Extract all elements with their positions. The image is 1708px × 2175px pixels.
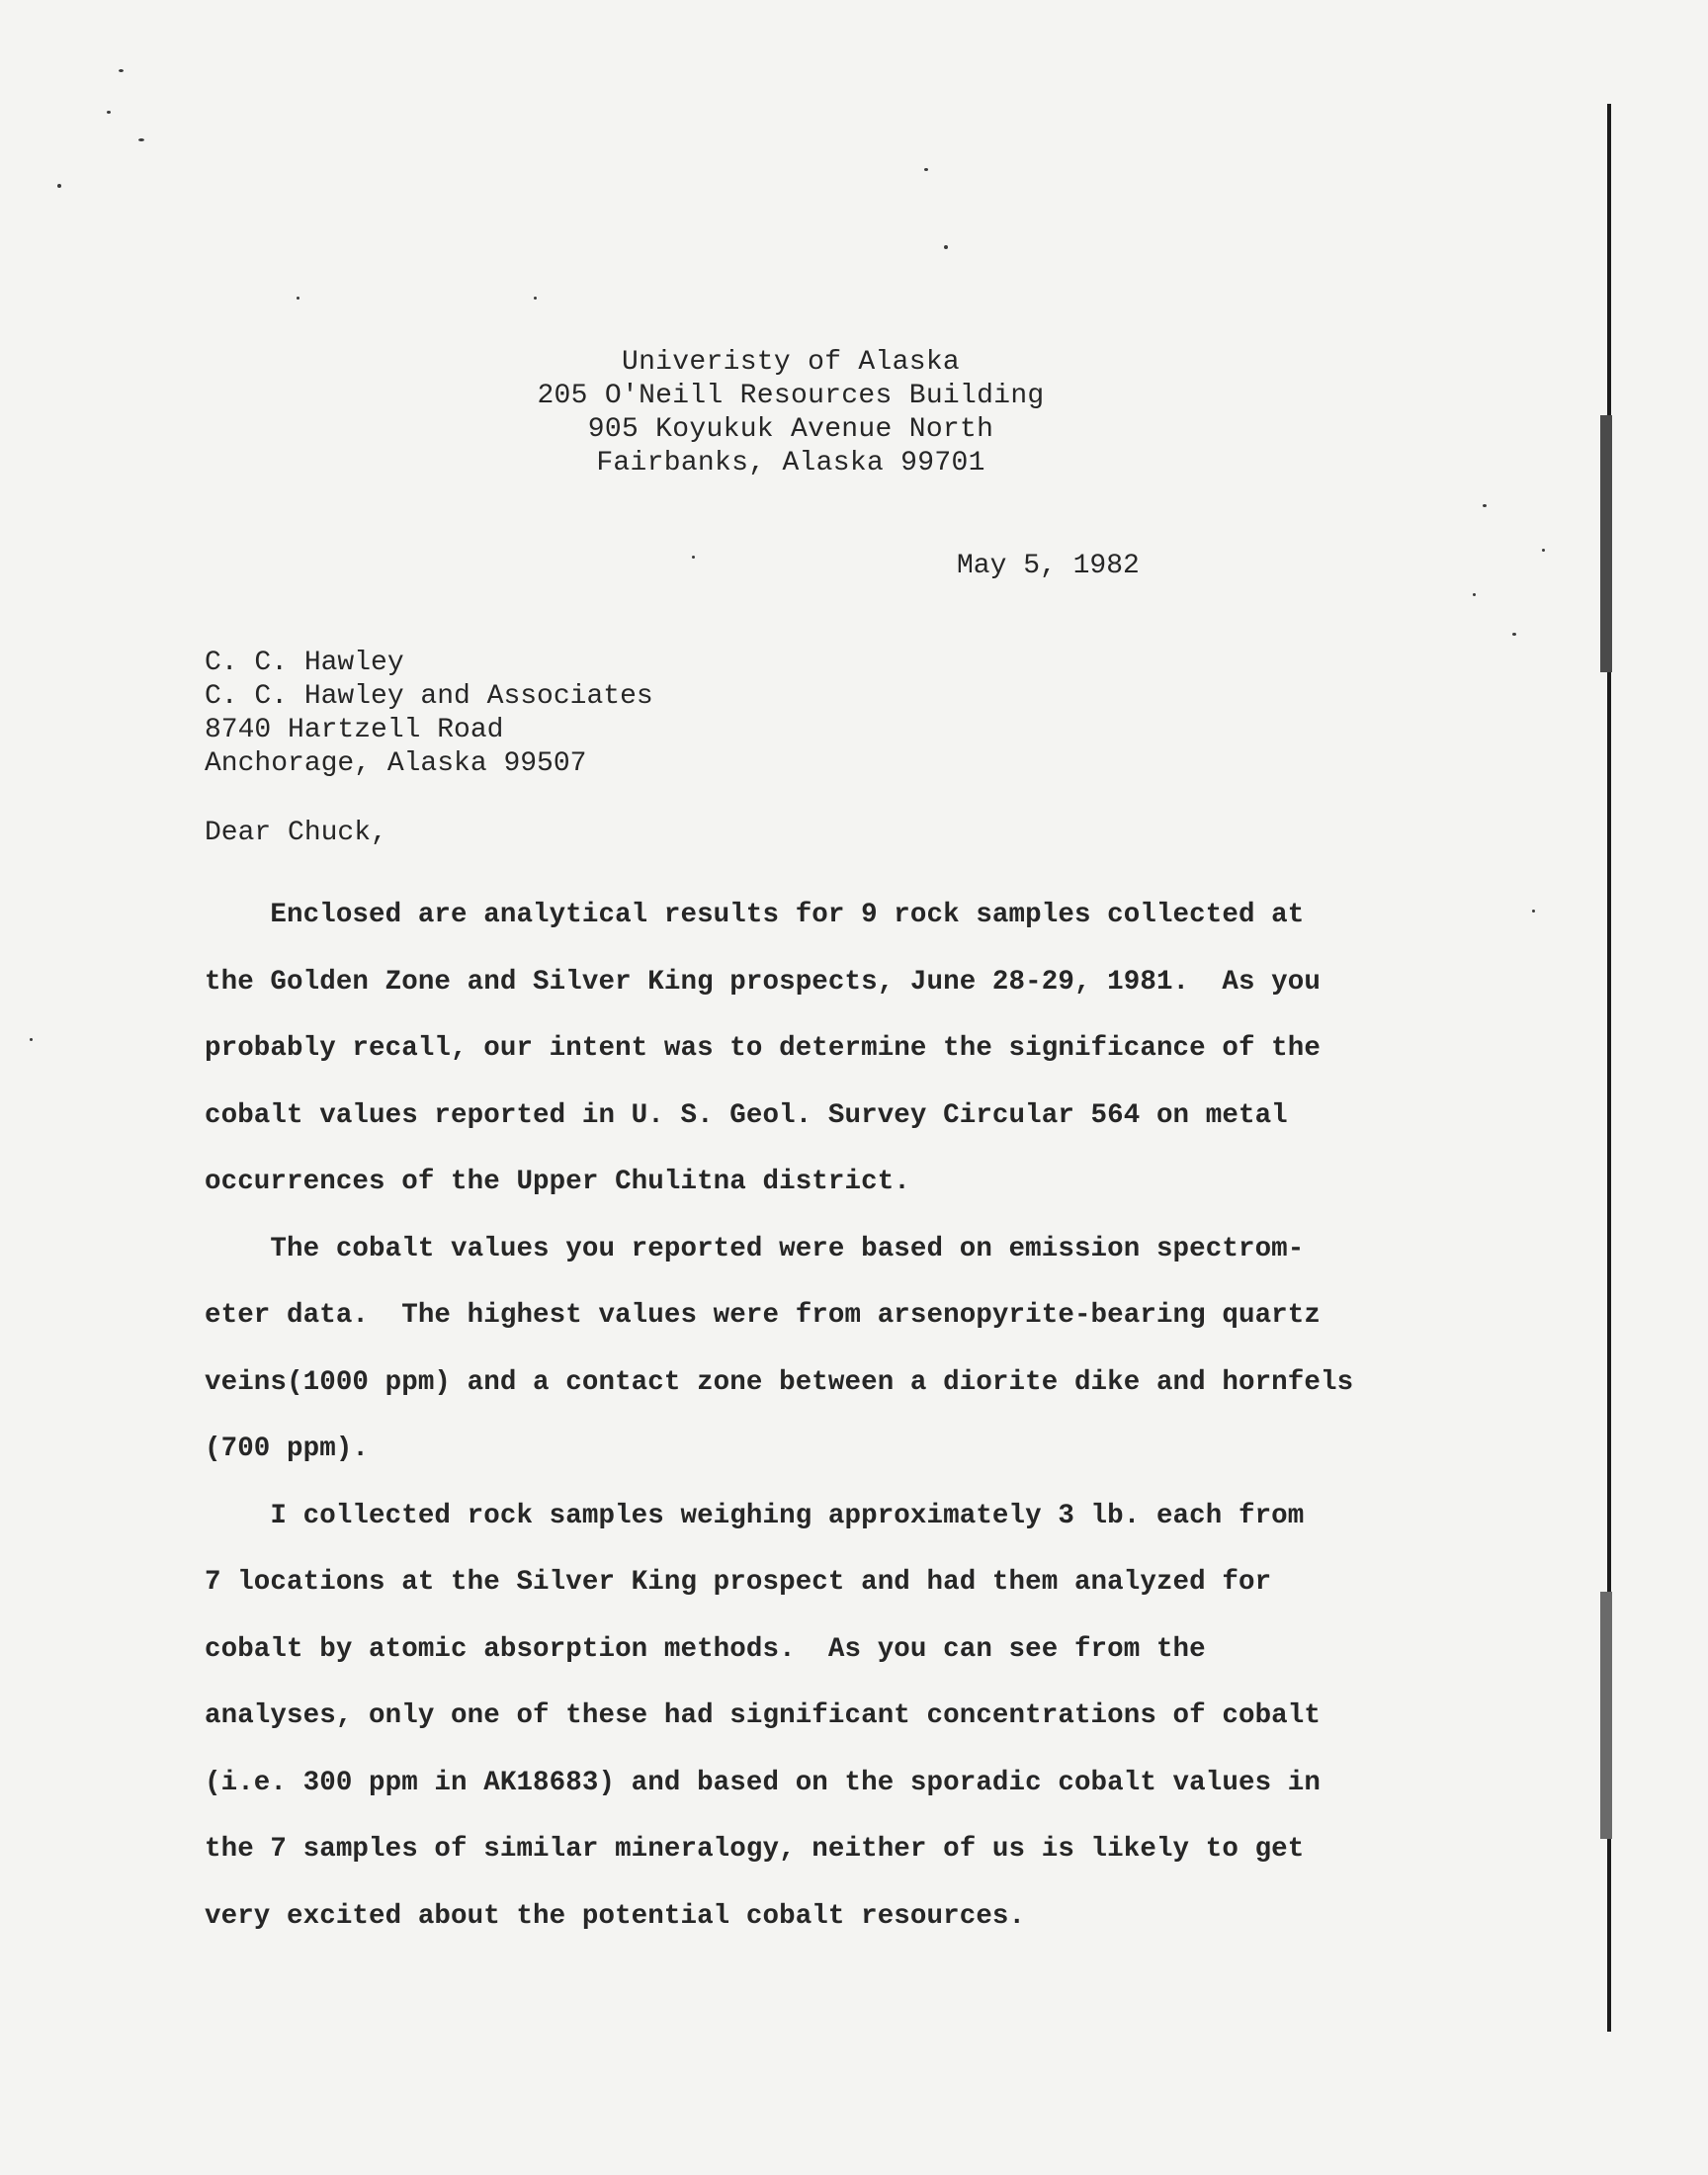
toner-speck bbox=[297, 297, 299, 300]
toner-speck bbox=[1473, 593, 1476, 596]
toner-speck bbox=[924, 168, 928, 171]
body-line: the Golden Zone and Silver King prospects, June 28-29, 1981. As you bbox=[205, 966, 1321, 998]
toner-speck bbox=[692, 556, 695, 559]
recipient-street: 8740 Hartzell Road bbox=[205, 715, 504, 745]
body-line: (i.e. 300 ppm in AK18683) and based on the sporadic cobalt values in bbox=[205, 1767, 1321, 1798]
body-line: I collected rock samples weighing approximately 3 lb. each from bbox=[205, 1500, 1305, 1531]
body-line: cobalt by atomic absorption methods. As you can see from the bbox=[205, 1633, 1206, 1665]
salutation: Dear Chuck, bbox=[205, 818, 387, 848]
toner-speck bbox=[1483, 504, 1487, 507]
letterhead-line-city: Fairbanks, Alaska 99701 bbox=[596, 448, 985, 478]
letterhead-line-institution: Univeristy of Alaska bbox=[621, 347, 961, 378]
body-line: analyses, only one of these had significant concentrations of cobalt bbox=[205, 1700, 1321, 1731]
letterhead-line-street: 905 Koyukuk Avenue North bbox=[587, 414, 994, 445]
margin-scan-smudge bbox=[1600, 415, 1612, 672]
letterhead-line-building: 205 O'Neill Resources Building bbox=[537, 381, 1045, 411]
toner-speck bbox=[1532, 910, 1535, 913]
toner-speck bbox=[138, 138, 144, 141]
body-line: occurrences of the Upper Chulitna district. bbox=[205, 1167, 910, 1197]
letter-body bbox=[205, 882, 1353, 1950]
toner-speck bbox=[107, 111, 111, 114]
recipient-company: C. C. Hawley and Associates bbox=[205, 681, 653, 712]
body-line: veins(1000 ppm) and a contact zone between a diorite dike and hornfels bbox=[205, 1366, 1354, 1398]
body-line: The cobalt values you reported were based on emission spectrom- bbox=[205, 1233, 1305, 1264]
body-line: (700 ppm). bbox=[205, 1434, 370, 1464]
toner-speck bbox=[534, 297, 537, 300]
toner-speck bbox=[1512, 633, 1516, 636]
recipient-address bbox=[205, 647, 653, 781]
toner-speck bbox=[119, 69, 124, 72]
toner-speck bbox=[1542, 549, 1545, 552]
toner-speck bbox=[30, 1038, 33, 1041]
body-line: the 7 samples of similar mineralogy, neither of us is likely to get bbox=[205, 1834, 1305, 1865]
toner-speck bbox=[944, 245, 948, 249]
body-line: Enclosed are analytical results for 9 rock samples collected at bbox=[205, 900, 1305, 930]
body-line: very excited about the potential cobalt resources. bbox=[205, 1900, 1026, 1932]
letterhead bbox=[0, 346, 1581, 480]
body-line: probably recall, our intent was to determine the significance of the bbox=[205, 1033, 1321, 1064]
margin-scan-smudge bbox=[1600, 1592, 1612, 1839]
toner-speck bbox=[57, 184, 61, 188]
body-line: cobalt values reported in U. S. Geol. Survey Circular 564 on metal bbox=[205, 1099, 1288, 1131]
body-line: 7 locations at the Silver King prospect and had them analyzed for bbox=[205, 1567, 1272, 1598]
recipient-city: Anchorage, Alaska 99507 bbox=[205, 748, 587, 779]
recipient-name: C. C. Hawley bbox=[205, 648, 404, 678]
body-line: eter data. The highest values were from arsenopyrite-bearing quartz bbox=[205, 1300, 1321, 1331]
letter-date: May 5, 1982 bbox=[957, 551, 1140, 581]
